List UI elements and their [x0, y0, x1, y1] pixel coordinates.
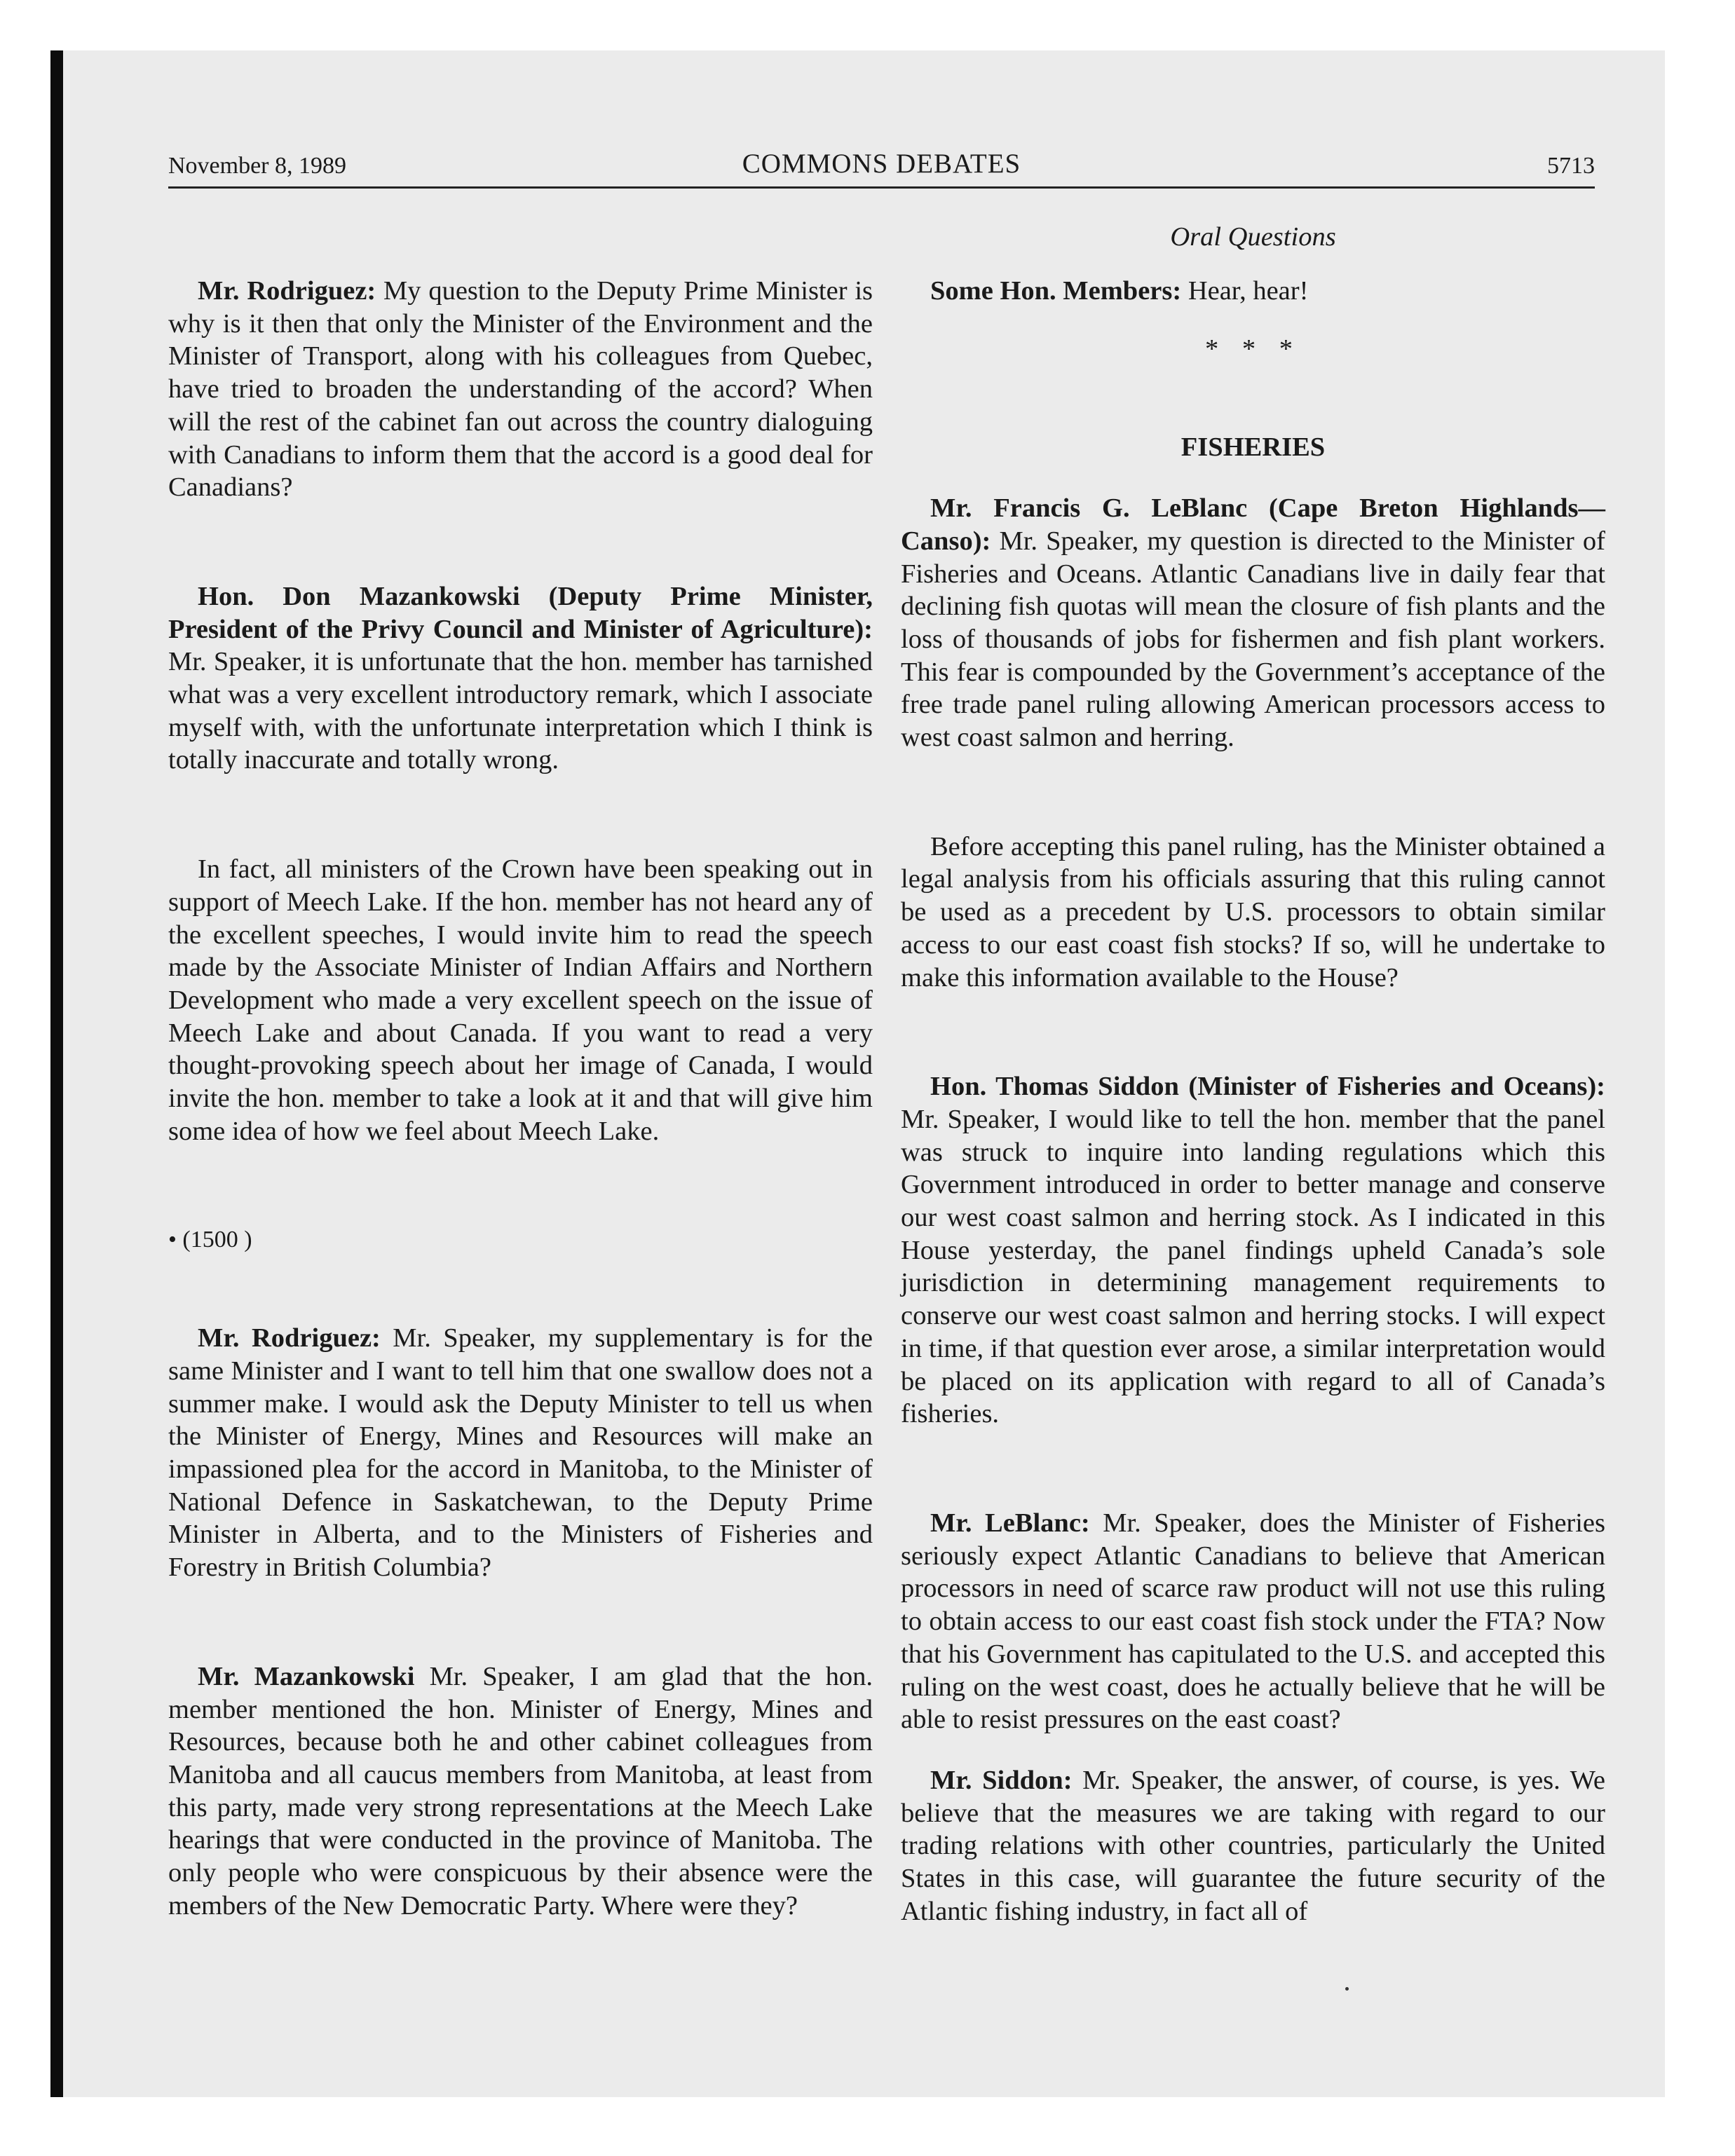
paragraph: [168, 1322, 873, 1584]
paragraph: [901, 831, 1605, 995]
paragraph: [168, 275, 873, 504]
paragraph: [168, 853, 873, 1147]
paragraph-text: Mr. Speaker, I would like to tell the hon. member that the panel was struck to inquire into landing regulations which this Government introduced in order to better manage and conserve our west coast salmon and herring stock. As I indicated in this House yesterday, the panel findings upheld Canada’s sole jurisdiction in determining management requirements to conserve our west coast salmon and herring stocks. I will expect in time, if that question ever arose, a similar interpretation would be placed on its application with regard to all of Canada’s fisheries.: [901, 1104, 1605, 1429]
page-header: [168, 140, 1595, 189]
paragraph: [168, 580, 873, 777]
scan-speck: [1345, 1987, 1349, 1991]
speaker-name: Hon. Don Mazankowski (Deputy Prime Minister, President of the Privy Council and Minister of Agriculture):: [168, 581, 873, 644]
speaker-name: Some Hon. Members:: [930, 276, 1182, 306]
paragraph: [901, 1507, 1605, 1736]
paragraph-text: In fact, all ministers of the Crown have been speaking out in support of Meech Lake. If the hon. member has not heard any of the excellent speeches, I would invite him to read the speech made by the Associate Minister of Indian Affairs and Northern Development who made a very excellent speech on the issue of Meech Lake and about Canada. If you want to read a very thought-provoking speech about her image of Canada, I would invite the hon. member to take a look at it and that will give him some idea of how we feel about Meech Lake.: [168, 854, 873, 1146]
paragraph-text: Mr. Speaker, my supplementary is for the same Minister and I want to tell him that one swallow does not a summer make. I would ask the Deputy Minister to tell us when the Minister of Energy, Mines and Resources will make an impassioned plea for the accord in Manitoba, to the Minister of National Defence in Saskatchewan, to the Deputy Prime Minister in Alberta, and to the Ministers of Fisheries and Forestry in British Columbia?: [168, 1323, 873, 1583]
header-title: COMMONS DEBATES: [742, 149, 1021, 179]
header-page-number: 5713: [1547, 153, 1595, 179]
speaker-name: Mr. Rodriguez:: [198, 276, 376, 306]
paragraph: [901, 492, 1605, 754]
paragraph-text: My question to the Deputy Prime Minister is why is it then that only the Minister of the Environment and the Minister of Transport, along with his colleagues from Quebec, have tried to broaden the understanding of the accord? When will the rest of the cabinet fan out across the country dialoguing with Canadians to inform them that the accord is a good deal for Canadians?: [168, 276, 873, 503]
paragraph-text: Mr. Speaker, my question is directed to the Minister of Fisheries and Oceans. Atlantic Canadians live in daily fear that declining fish quotas will mean the closure of fish plants and the loss of thousands of jobs for fishermen and fish plant workers. This fear is compounded by the Government’s acceptance of the free trade panel ruling allowing American processors access to west coast salmon and herring.: [901, 526, 1606, 753]
section-heading: FISHERIES: [1181, 432, 1326, 463]
speaker-name: Mr. LeBlanc:: [930, 1508, 1090, 1538]
right-column: [901, 275, 1605, 1928]
paragraph-text: Mr. Speaker, it is unfortunate that the hon. member has tarnished what was a very excellent introductory remark, which I associate myself with, with the unfortunate interpretation which I think is totally inaccurate and totally wrong.: [168, 647, 873, 775]
left-column: [168, 275, 873, 1922]
scan-edge-bar: [50, 50, 63, 2097]
paragraph: [901, 275, 1605, 308]
paragraph-text: Before accepting this panel ruling, has the Minister obtained a legal analysis from his officials assuring that this ruling cannot be used as a precedent by U.S. processors to obtain similar access to our east coast fish stocks? If so, will he undertake to make this information available to the House?: [901, 831, 1605, 992]
header-date: November 8, 1989: [168, 153, 347, 179]
speaker-name: Mr. Rodriguez:: [198, 1323, 381, 1353]
speaker-name: Mr. Siddon:: [930, 1765, 1073, 1795]
paragraph-text: Mr. Speaker, I am glad that the hon. member mentioned the hon. Minister of Energy, Mines and Resources, because both he and other cabinet colleagues from Manitoba and all caucus members from Manitoba, at least from this party, made very strong representations at the Meech Lake hearings that were conducted in the province of Manitoba. The only people who were conspicuous by their absence were the members of the New Democratic Party. Where were they?: [168, 1661, 873, 1920]
section-separator: * * *: [1205, 334, 1301, 364]
paragraph-text: Mr. Speaker, the answer, of course, is yes. We believe that the measures we are taking with regard to our trading relations with other countries, particularly the United States in this case, will guarantee the future security of the Atlantic fishing industry, in fact all of: [901, 1765, 1606, 1926]
speaker-name: Mr. Mazankowski: [198, 1661, 415, 1691]
paragraph: [901, 1070, 1605, 1431]
paragraph: [168, 1660, 873, 1923]
speaker-name: Hon. Thomas Siddon (Minister of Fisheries and Oceans):: [930, 1072, 1605, 1102]
speaker-name: Mr. Francis G. LeBlanc (Cape Breton Highlands—Canso):: [901, 493, 1605, 556]
time-marker: • (1500 ): [168, 1227, 252, 1253]
paragraph-text: Mr. Speaker, does the Minister of Fisheries seriously expect Atlantic Canadians to believe that American processors in need of scarce raw product will not use this ruling to obtain access to our east coast fish stock under the FTA? Now that his Government has capitulated to the U.S. and accepted this ruling on the west coast, does he actually believe that he will be able to resist pressures on the east coast?: [901, 1508, 1606, 1735]
paragraph: [901, 1764, 1605, 1928]
paragraph-text: Hear, hear!: [1188, 276, 1309, 306]
section-tag: Oral Questions: [1170, 222, 1336, 252]
